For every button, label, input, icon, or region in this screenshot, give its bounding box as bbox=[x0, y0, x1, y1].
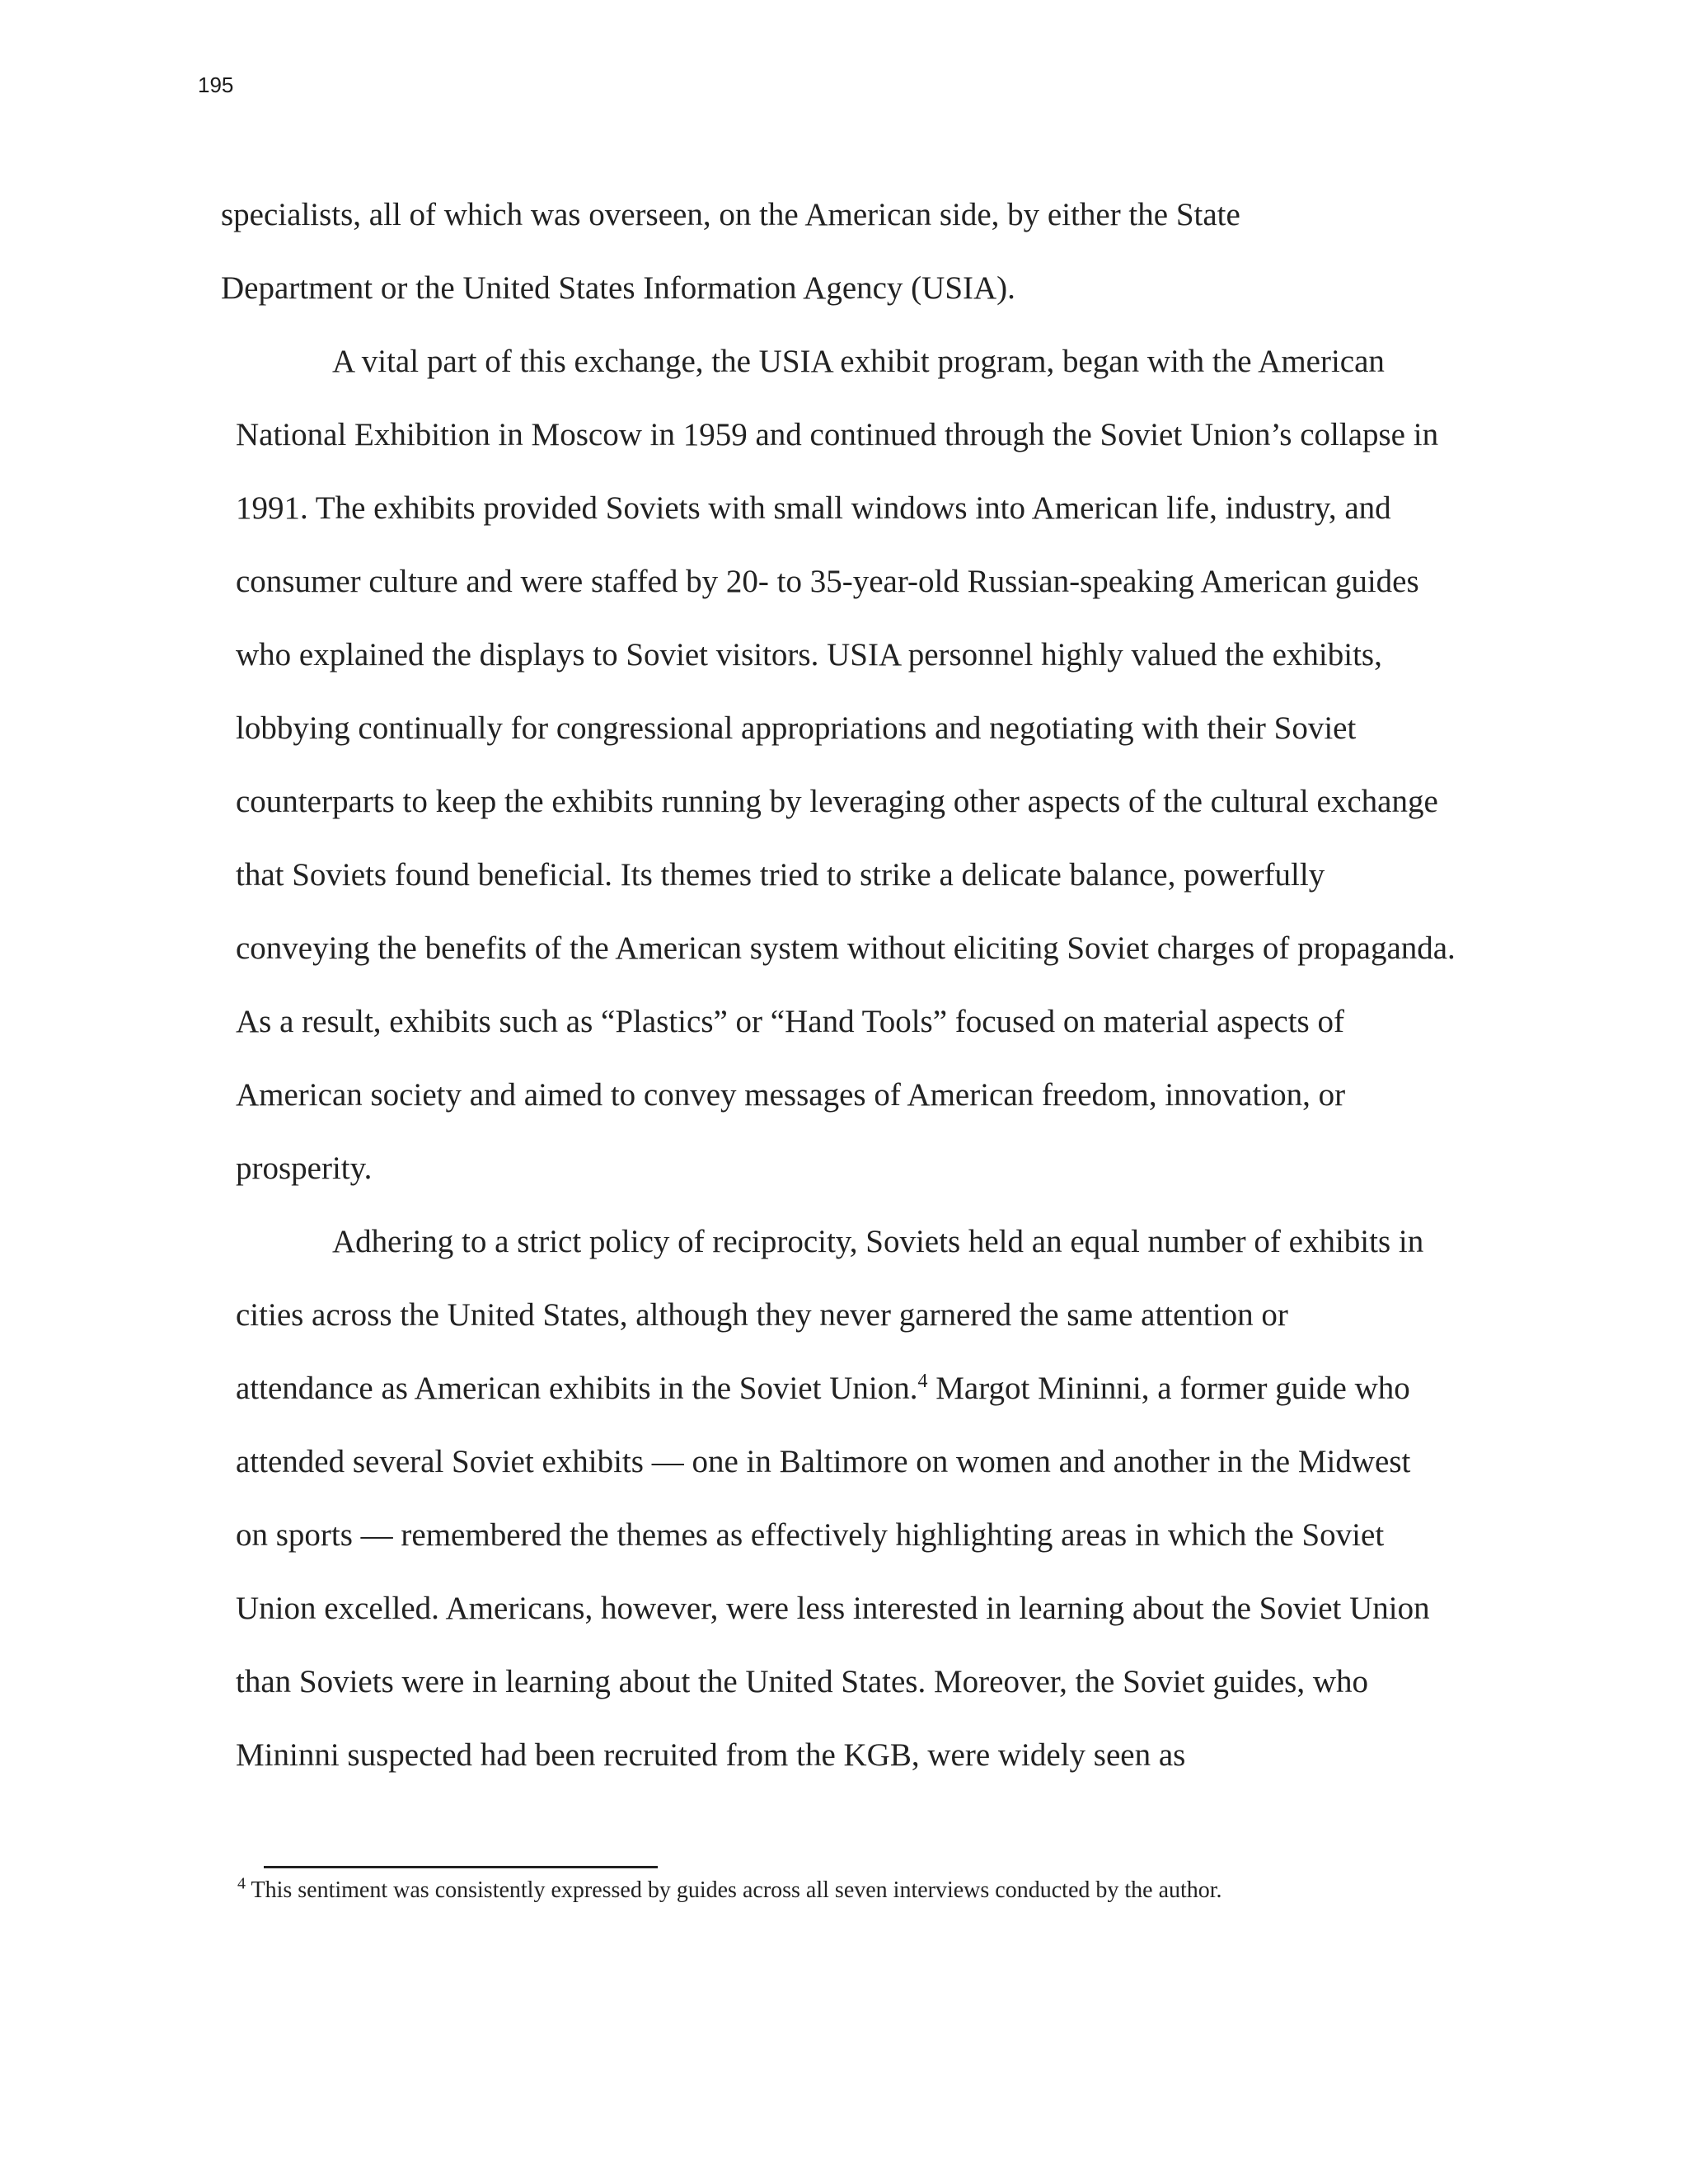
body-line: that Soviets found beneficial. Its themes tried to strike a delicate balance, powerfully bbox=[236, 857, 1325, 893]
body-line: counterparts to keep the exhibits running by leveraging other aspects of the cultural exchange bbox=[236, 784, 1438, 819]
body-line-text: Margot Mininni, a former guide who bbox=[927, 1371, 1410, 1406]
footnote-text: This sentiment was consistently expressed by guides across all seven interviews conducted by the author. bbox=[246, 1877, 1222, 1903]
footnote-divider bbox=[264, 1866, 658, 1868]
footnote-marker: 4 bbox=[237, 1874, 246, 1893]
footnote-reference: 4 bbox=[917, 1371, 928, 1392]
body-line: As a result, exhibits such as “Plastics” or “Hand Tools” focused on material aspects of bbox=[236, 1004, 1344, 1039]
body-line: lobbying continually for congressional appropriations and negotiating with their Soviet bbox=[236, 710, 1357, 746]
body-line: cities across the United States, although they never garnered the same attention or bbox=[236, 1297, 1288, 1333]
body-line: Adhering to a strict policy of reciprocity, Soviets held an equal number of exhibits in bbox=[332, 1224, 1424, 1259]
body-line-with-footnote-ref bbox=[236, 1372, 1410, 1404]
body-line: prosperity. bbox=[236, 1151, 373, 1186]
body-line: conveying the benefits of the American system without eliciting Soviet charges of propaganda. bbox=[236, 930, 1456, 966]
body-line: Mininni suspected had been recruited from the KGB, were widely seen as bbox=[236, 1737, 1186, 1773]
body-line: Department or the United States Information Agency (USIA). bbox=[221, 270, 1015, 306]
body-line: National Exhibition in Moscow in 1959 and continued through the Soviet Union’s collapse in bbox=[236, 417, 1439, 452]
page-number: 195 bbox=[198, 73, 234, 97]
body-line: attended several Soviet exhibits — one in Baltimore on women and another in the Midwest bbox=[236, 1444, 1411, 1479]
footnote bbox=[237, 1874, 1222, 1904]
body-line: American society and aimed to convey messages of American freedom, innovation, or bbox=[236, 1077, 1346, 1113]
body-line: A vital part of this exchange, the USIA exhibit program, began with the American bbox=[332, 344, 1385, 379]
body-line: Union excelled. Americans, however, were less interested in learning about the Soviet Union bbox=[236, 1591, 1430, 1626]
body-line: on sports — remembered the themes as effectively highlighting areas in which the Soviet bbox=[236, 1517, 1385, 1553]
body-line: who explained the displays to Soviet visitors. USIA personnel highly valued the exhibits, bbox=[236, 637, 1382, 673]
body-line: consumer culture and were staffed by 20- to 35-year-old Russian-speaking American guides bbox=[236, 564, 1419, 599]
body-line-text: attendance as American exhibits in the Soviet Union. bbox=[236, 1371, 918, 1406]
body-line: specialists, all of which was overseen, on the American side, by either the State bbox=[221, 197, 1240, 232]
body-line: than Soviets were in learning about the United States. Moreover, the Soviet guides, who bbox=[236, 1664, 1368, 1699]
body-line: 1991. The exhibits provided Soviets with small windows into American life, industry, and bbox=[236, 490, 1391, 526]
